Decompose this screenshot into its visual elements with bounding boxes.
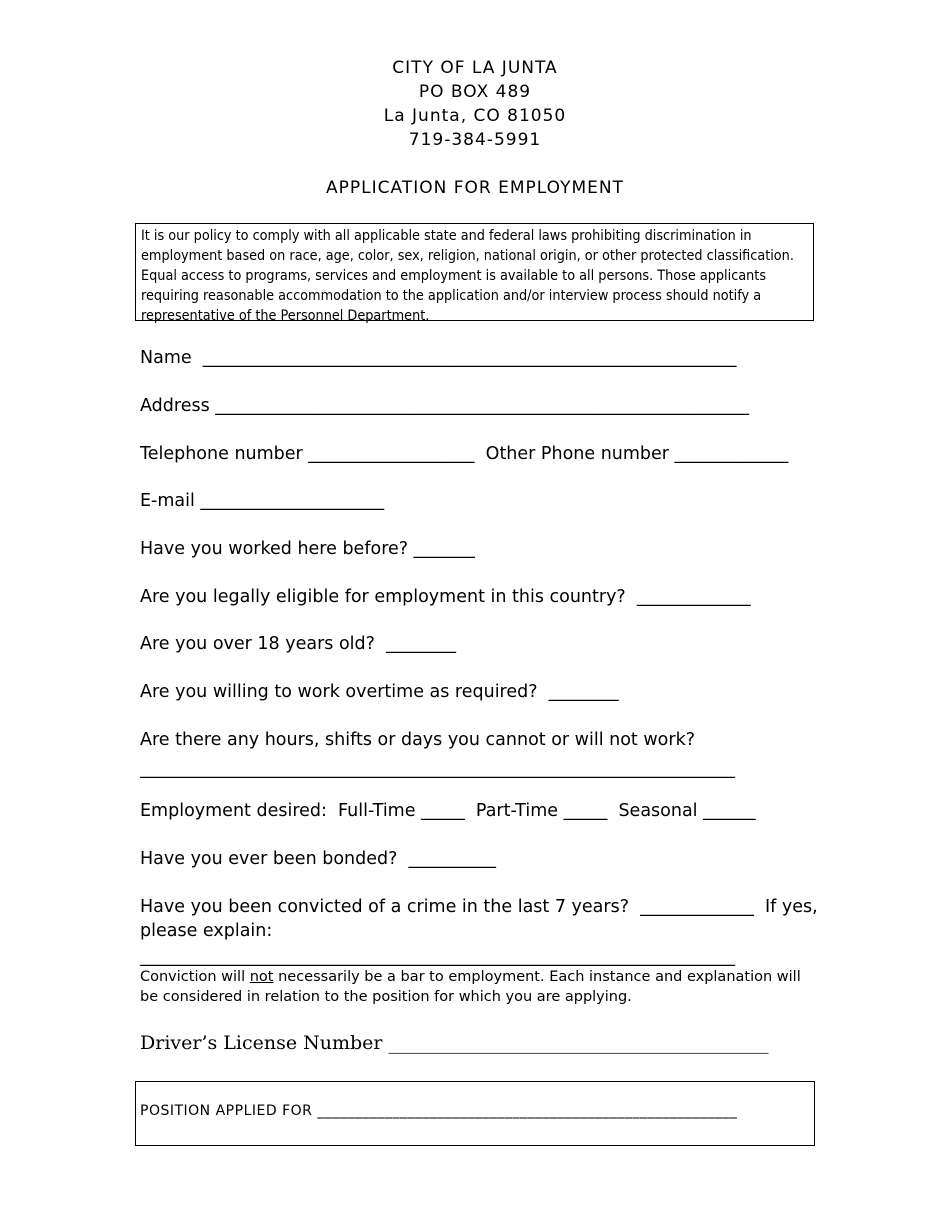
worked-here-field[interactable]: Have you worked here before? _______: [140, 539, 475, 559]
telephone-field[interactable]: Telephone number ___________________ Other Phone number _____________: [140, 444, 789, 464]
city-state-zip: La Junta, CO 81050: [383, 106, 567, 126]
position-box: [135, 1081, 815, 1146]
position-applied-field[interactable]: POSITION APPLIED FOR ________________________________________________________: [140, 1103, 738, 1119]
overtime-field[interactable]: Are you willing to work overtime as required? ________: [140, 682, 619, 702]
hours-answer-line[interactable]: ____________________________________________________________________: [140, 759, 735, 779]
conviction-note: [140, 967, 810, 1007]
conviction-note-start: Conviction will: [140, 969, 250, 985]
over-18-field[interactable]: Are you over 18 years old? ________: [140, 634, 457, 654]
phone-number: 719-384-5991: [408, 130, 542, 150]
conviction-note-not: not: [249, 969, 274, 985]
drivers-license-field[interactable]: Driver’s License Number ________________________________________: [140, 1032, 769, 1054]
convicted-explain-label: please explain:: [140, 921, 273, 941]
header-block: [0, 56, 950, 152]
email-field[interactable]: E-mail _____________________: [140, 491, 385, 511]
conviction-note-end: necessarily be a bar to employment. Each instance and explanation will be considered in relation to the position for which you are applying.: [140, 969, 801, 1005]
form-title: APPLICATION FOR EMPLOYMENT: [326, 178, 624, 198]
policy-statement: It is our policy to comply with all applicable state and federal laws prohibiting discrimination in employment based on race, age, color, sex, religion, national origin, or other protected classification. Equal access to programs, services and employment is available to all persons. Those applicants requiring reasonable accommodation to the application and/or interview process should notify a representative of the Personnel Department.: [135, 223, 814, 321]
eligible-field[interactable]: Are you legally eligible for employment in this country? _____________: [140, 587, 751, 607]
employment-desired-field[interactable]: Employment desired: Full-Time _____ Part-Time _____ Seasonal ______: [140, 801, 756, 821]
name-field[interactable]: Name _____________________________________________________________: [140, 348, 737, 368]
hours-question: Are there any hours, shifts or days you cannot or will not work?: [140, 730, 695, 750]
city-name: CITY OF LA JUNTA: [392, 58, 558, 78]
address-field[interactable]: Address _____________________________________________________________: [140, 396, 750, 416]
convicted-field[interactable]: Have you been convicted of a crime in the last 7 years? _____________ If yes,: [140, 897, 818, 917]
convicted-explain-line[interactable]: ____________________________________________________________________: [140, 947, 735, 967]
bonded-field[interactable]: Have you ever been bonded? __________: [140, 849, 497, 869]
po-box: PO BOX 489: [418, 82, 532, 102]
